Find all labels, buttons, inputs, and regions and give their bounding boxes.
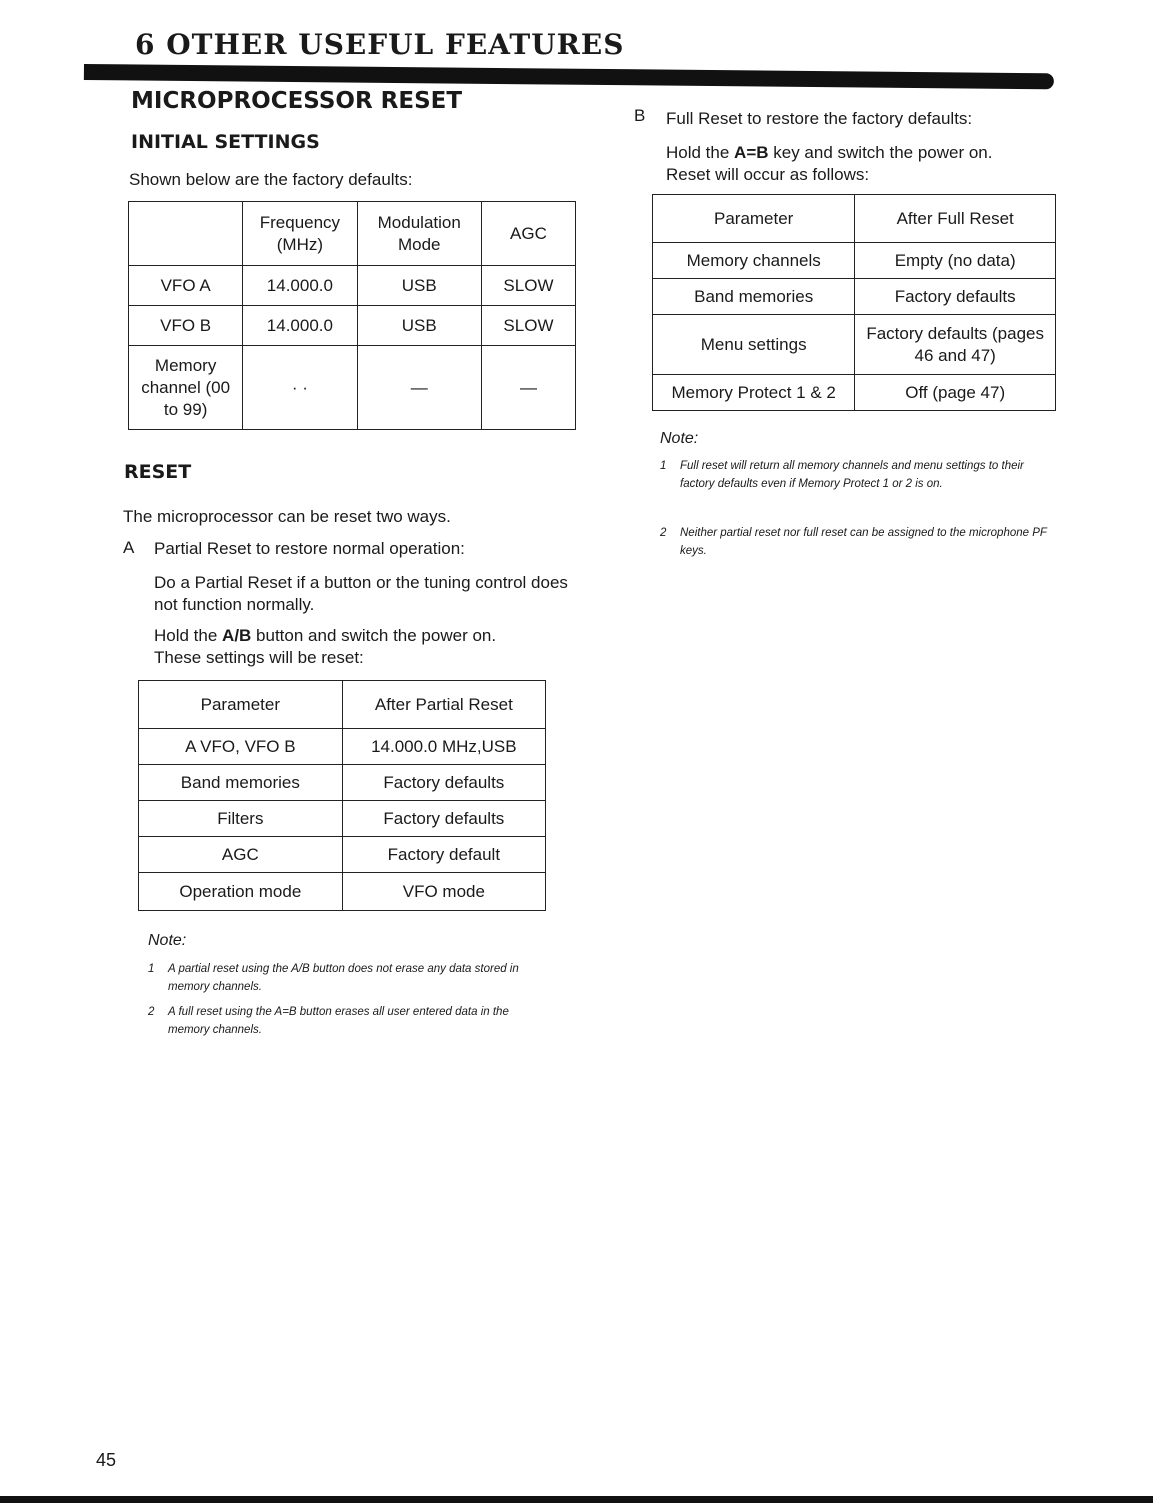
table-cell: Memory channel (00 to 99) [129, 346, 243, 430]
table-cell: SLOW [481, 266, 575, 306]
table-header-cell: After Partial Reset [342, 681, 545, 729]
reset-intro: The microprocessor can be reset two ways. [123, 507, 451, 526]
note-number: 2 [148, 1006, 155, 1018]
chapter-number: 6 [135, 28, 156, 61]
initial-settings-heading: INITIAL SETTINGS [131, 131, 320, 153]
table-cell: VFO A [129, 266, 243, 306]
table-header-cell: Modulation Mode [357, 202, 481, 266]
table-cell: Factory defaults (pages 46 and 47) [855, 315, 1056, 375]
initial-settings-intro: Shown below are the factory defaults: [129, 170, 413, 189]
table-cell: · · [243, 346, 357, 430]
table-cell: A VFO, VFO B [139, 729, 343, 765]
table-cell: — [481, 346, 575, 430]
note-number: 2 [660, 527, 667, 539]
table-header-row [653, 195, 1056, 243]
table-header-row [129, 202, 576, 266]
note-text: Full reset will return all memory channels and menu settings to their factory defaults even if Memory Protect 1 or 2 is on. [680, 460, 1024, 490]
table-cell: Factory defaults [855, 279, 1056, 315]
table-cell: Off (page 47) [855, 375, 1056, 411]
table-row [139, 729, 546, 765]
table-cell: Band memories [653, 279, 855, 315]
table-cell: USB [357, 306, 481, 346]
table-row [653, 375, 1056, 411]
full-reset-instruction [666, 142, 1056, 186]
instruction-text: Hold the [154, 626, 223, 645]
key-label: A=B [734, 143, 769, 162]
table-row [139, 873, 546, 911]
table-cell: Factory default [342, 837, 545, 873]
full-reset-table [652, 194, 1056, 411]
table-cell: VFO mode [342, 873, 545, 911]
instruction-text: Hold the [666, 143, 735, 162]
table-cell: Filters [139, 801, 343, 837]
table-cell: — [357, 346, 481, 430]
item-a-text: Partial Reset to restore normal operation: [154, 539, 465, 558]
chapter-title [135, 28, 625, 61]
table-cell: Memory Protect 1 & 2 [653, 375, 855, 411]
note-item [660, 457, 1050, 493]
table-cell: Empty (no data) [855, 243, 1056, 279]
note-text: Neither partial reset nor full reset can be assigned to the microphone PF keys. [680, 527, 1047, 557]
table-header-cell: Parameter [653, 195, 855, 243]
instruction-text: Reset will occur as follows: [666, 165, 870, 184]
table-row [129, 346, 576, 430]
table-header-cell: AGC [481, 202, 575, 266]
note-item [660, 524, 1050, 560]
item-b-marker: B [634, 106, 646, 125]
table-cell: VFO B [129, 306, 243, 346]
partial-reset-paragraph: Do a Partial Reset if a button or the tuning control does not function normally. [154, 573, 568, 614]
table-row [129, 306, 576, 346]
note-number: 1 [148, 963, 155, 975]
table-row [139, 765, 546, 801]
note-item [148, 1003, 538, 1039]
key-label: A/B [222, 626, 252, 645]
table-cell: USB [357, 266, 481, 306]
table-header-cell: Frequency (MHz) [243, 202, 357, 266]
table-cell: Memory channels [653, 243, 855, 279]
table-header-cell [129, 202, 243, 266]
note-text: A full reset using the A=B button erases all user entered data in the memory channels. [168, 1006, 509, 1036]
item-b-text: Full Reset to restore the factory defaults: [666, 109, 973, 128]
table-header-cell: After Full Reset [855, 195, 1056, 243]
partial-reset-instruction [154, 625, 574, 669]
section-title: MICROPROCESSOR RESET [131, 88, 463, 114]
table-cell: Band memories [139, 765, 343, 801]
bottom-rule [0, 1496, 1153, 1503]
table-row [653, 243, 1056, 279]
table-cell: Menu settings [653, 315, 855, 375]
factory-defaults-table [128, 201, 576, 430]
reset-heading: RESET [124, 461, 192, 483]
note-item [148, 960, 538, 996]
table-cell: 14.000.0 [243, 266, 357, 306]
table-row [653, 279, 1056, 315]
table-row [139, 801, 546, 837]
note-heading: Note: [148, 932, 187, 949]
table-cell: 14.000.0 MHz,USB [342, 729, 545, 765]
table-cell: AGC [139, 837, 343, 873]
table-header-row [139, 681, 546, 729]
note-heading: Note: [660, 430, 699, 447]
table-cell: SLOW [481, 306, 575, 346]
table-cell: Factory defaults [342, 765, 545, 801]
note-number: 1 [660, 460, 667, 472]
table-row [139, 837, 546, 873]
table-cell: Operation mode [139, 873, 343, 911]
table-row [653, 315, 1056, 375]
instruction-text: These settings will be reset: [154, 648, 364, 667]
partial-reset-table [138, 680, 546, 911]
page-number: 45 [96, 1450, 117, 1470]
note-text: A partial reset using the A/B button does not erase any data stored in memory channels. [168, 963, 519, 993]
chapter-title-text: OTHER USEFUL FEATURES [166, 28, 625, 61]
table-row [129, 266, 576, 306]
table-cell: 14.000.0 [243, 306, 357, 346]
item-a-marker: A [123, 538, 135, 557]
instruction-text: button and switch the power on. [251, 626, 497, 645]
title-rule [84, 64, 1054, 89]
table-header-cell: Parameter [139, 681, 343, 729]
instruction-text: key and switch the power on. [768, 143, 993, 162]
table-cell: Factory defaults [342, 801, 545, 837]
